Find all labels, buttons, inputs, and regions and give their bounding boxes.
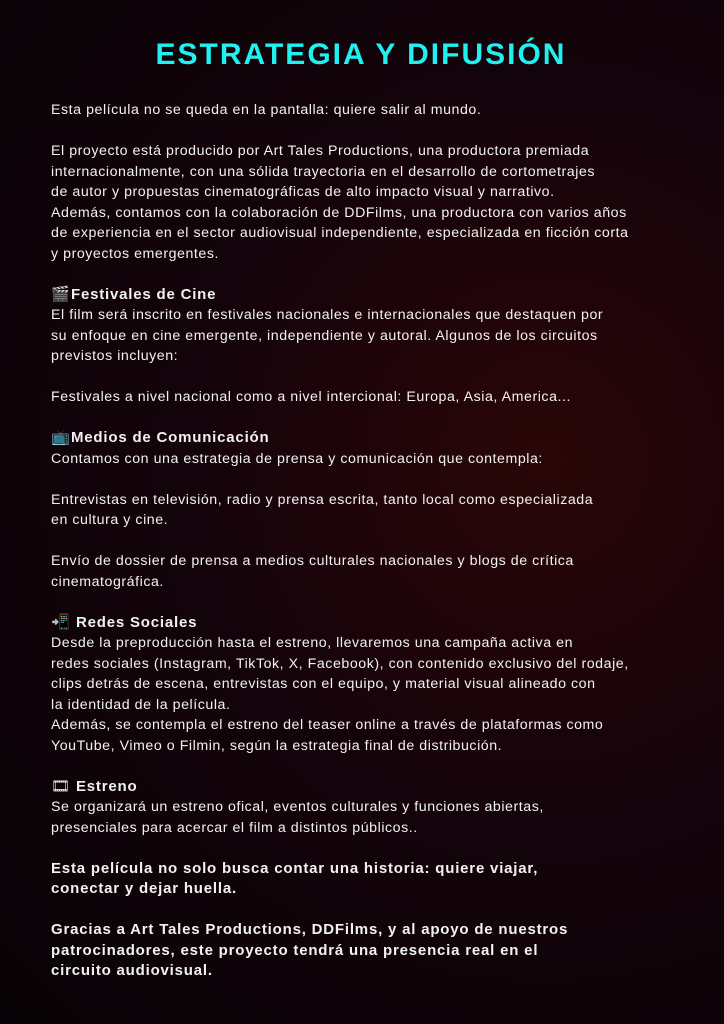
intro-text: El proyecto está producido por Art Tales Productions, una productora premiada [51, 143, 590, 159]
section-heading-medios [51, 428, 691, 449]
intro-text: de experiencia en el sector audiovisual independiente, especializada en ficción corta [51, 225, 629, 241]
redes-text: Además, se contempla el estreno del teaser online a través de plataformas como [51, 717, 604, 733]
closing-text: patrocinadores, este proyecto tendrá una presencia real en el [51, 941, 539, 959]
television-icon: 📺 [51, 429, 71, 446]
section-heading-festivales [51, 285, 691, 306]
intro-text: de autor y propuestas cinematográficas de alto impacto visual y narrativo. [51, 184, 555, 200]
closing-text: conectar y dejar huella. [51, 880, 237, 897]
estreno-text: Se organizará un estreno ofical, eventos culturales y funciones abiertas, [51, 799, 544, 815]
medios-text: cinematográfica. [51, 573, 164, 590]
redes-text: YouTube, Vimeo o Filmin, según la estrategia final de distribución. [51, 737, 503, 754]
heading-text: Estreno [71, 777, 138, 795]
redes-text: clips detrás de escena, entrevistas con el equipo, y material visual alineado con [51, 676, 596, 692]
document-page [51, 36, 691, 982]
closing-text: Gracias a Art Tales Productions, DDFilms, y al apoyo de nuestros [51, 921, 569, 938]
festivales-text: su enfoque en cine emergente, independiente y autoral. Algunos de los circuitos [51, 327, 598, 344]
section-heading-estreno [51, 777, 691, 798]
medios-text: Envío de dossier de prensa a medios culturales nacionales y blogs de crítica [51, 553, 574, 569]
mobile-phone-icon: 📲 [51, 613, 71, 631]
intro-text: internacionalmente, con una sólida trayectoria en el desarrollo de cortometrajes [51, 163, 595, 180]
medios-text: en cultura y cine. [51, 512, 169, 528]
festivales-text: previstos incluyen: [51, 348, 179, 364]
intro-line: Esta película no se queda en la pantalla: quiere salir al mundo. [51, 102, 482, 118]
redes-text: la identidad de la película. [51, 696, 231, 713]
festivales-text: El film será inscrito en festivales nacionales e internacionales que destaquen por [51, 307, 604, 323]
estreno-text: presenciales para acercar el film a distintos públicos.. [51, 819, 418, 836]
section-heading-redes [51, 613, 691, 634]
page-title: ESTRATEGIA Y DIFUSIÓN [155, 38, 567, 71]
intro-text: y proyectos emergentes. [51, 245, 219, 262]
redes-text: redes sociales (Instagram, TikTok, X, Facebook), con contenido exclusivo del rodaje, [51, 655, 629, 672]
redes-text: Desde la preproducción hasta el estreno, llevaremos una campaña activa en [51, 635, 574, 651]
medios-text: Entrevistas en televisión, radio y prensa escrita, tanto local como especializada [51, 491, 594, 508]
medios-text: Contamos con una estrategia de prensa y comunicación que contempla: [51, 450, 543, 467]
film-frames-icon: 🎞 [51, 777, 71, 795]
intro-text: Además, contamos con la colaboración de DDFilms, una productora con varios años [51, 204, 627, 221]
closing-text: Esta película no solo busca contar una historia: quiere viajar, [51, 859, 539, 877]
closing-text: circuito audiovisual. [51, 962, 213, 979]
heading-text: Medios de Comunicación [71, 429, 270, 446]
heading-text: Festivales de Cine [71, 285, 217, 303]
festivales-text: Festivales a nivel nacional como a nivel intercional: Europa, Asia, America... [51, 389, 571, 405]
heading-text: Redes Sociales [71, 613, 198, 631]
clapperboard-icon: 🎬 [51, 285, 71, 303]
